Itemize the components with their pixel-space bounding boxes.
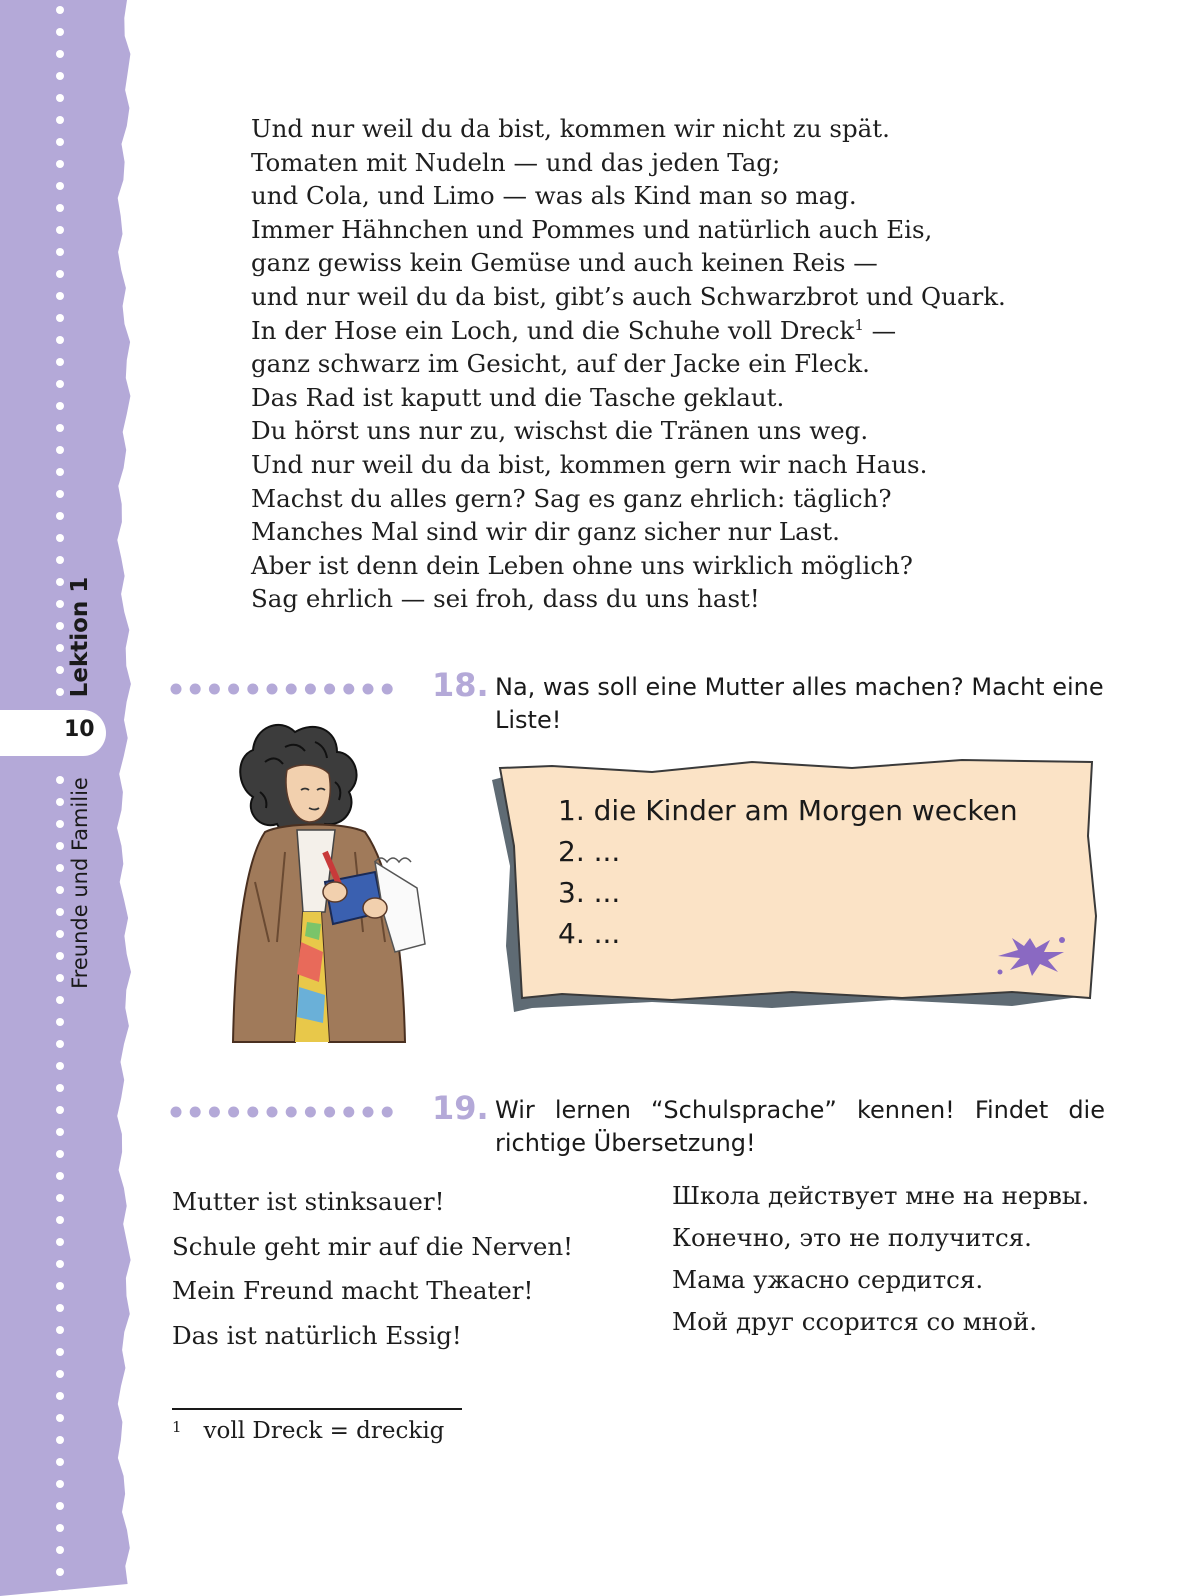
poem-line: Machst du alles gern? Sag es ganz ehrlich: täglich? [251,483,892,513]
task-number: 18. [432,666,489,704]
divider-dot [305,1107,316,1118]
perforation-dot [56,1436,64,1444]
perforation-dot [56,6,64,14]
perforation-dot [56,1480,64,1488]
perforation-dot [56,1458,64,1466]
poem-line: und Cola, und Limo — was als Kind man so mag. [251,181,857,211]
list-item: 4. ... [558,917,621,950]
divider-dot [382,1107,393,1118]
divider-dot [247,684,258,695]
task-number: 19. [432,1089,489,1127]
sidebar [0,0,135,1596]
perforation-dot [56,490,64,498]
poem-line: Immer Hähnchen und Pommes und natürlich auch Eis, [251,214,933,244]
perforation-dot [56,1568,64,1576]
perforation-dot [56,996,64,1004]
perforation-dot [56,1040,64,1048]
perforation-dot [56,1414,64,1422]
perforation-dot [56,1502,64,1510]
german-phrase: Das ist natürlich Essig! [172,1320,462,1350]
poem-line: Manches Mal sind wir dir ganz sicher nur Last. [251,517,840,547]
perforation-dot [56,1062,64,1070]
poem-line: Tomaten mit Nudeln — und das jeden Tag; [251,147,781,177]
divider-dot [324,1107,335,1118]
poem-line: In der Hose ein Loch, und die Schuhe voll Dreck$^1$ — [251,315,897,345]
perforation-dot [56,94,64,102]
perforation-dot [56,226,64,234]
poem-line: ganz schwarz im Gesicht, auf der Jacke ein Fleck. [251,349,870,379]
perforation-dot [56,468,64,476]
list-item: 2. ... [558,835,621,868]
divider-dot [267,1107,278,1118]
russian-phrase: Мой друг ссорится со мной. [672,1307,1037,1336]
divider-dot [190,1107,201,1118]
perforation-dot [56,1370,64,1378]
footnote [172,1418,444,1444]
topic-label: Freunde und Familie [68,776,92,989]
poem-line: Und nur weil du da bist, kommen wir nicht zu spät. [251,114,890,143]
perforation-dot [56,160,64,168]
divider-dot [343,684,354,695]
perforation-dot [56,402,64,410]
perforation-dot [56,1590,64,1596]
perforation-dot [56,424,64,432]
russian-phrase: Мама ужасно сердится. [672,1265,984,1294]
divider-dot [324,684,335,695]
task-instruction: Wir lernen “Schulsprache” kennen! Findet die richtige Übersetzung! [495,1096,1105,1157]
divider-dot [343,1107,354,1118]
perforation-dot [56,314,64,322]
divider-dot [228,684,239,695]
divider-dot [190,684,201,695]
perforation-dot [56,534,64,542]
perforation-dot [56,182,64,190]
divider-dot [363,684,374,695]
perforation-dot [56,358,64,366]
perforation-dot [56,1304,64,1312]
russian-translations [672,1180,1102,1348]
perforation-dot [56,1326,64,1334]
perforation-dot [56,292,64,300]
german-phrase: Schule geht mir auf die Nerven! [172,1231,574,1261]
divider-dot [267,684,278,695]
poem-line: Du hörst uns nur zu, wischst die Tränen uns weg. [251,416,869,446]
perforation-dot [56,556,64,564]
german-phrase: Mein Freund macht Theater! [172,1276,534,1305]
divider-dot [209,684,220,695]
footnote-number: 1 [172,1418,182,1436]
dotted-divider [170,1105,410,1119]
perforation-dot [56,1194,64,1202]
footnote-rule [172,1408,462,1410]
task-list [558,790,1018,954]
poem-line: und nur weil du da bist, gibt’s auch Schwarzbrot und Quark. [251,281,1006,311]
perforation-dot [56,116,64,124]
perforation-dot [56,204,64,212]
poem-line: Aber ist denn dein Leben ohne uns wirklich möglich? [251,550,913,580]
dotted-divider [170,682,410,696]
mother-illustration [225,712,447,1064]
task-instruction: Na, was soll eine Mutter alles machen? Macht eine Liste! [495,673,1104,734]
divider-dot [228,1107,239,1118]
perforation-dot [56,1238,64,1246]
page-number: 10 [64,717,95,742]
german-phrase: Mutter ist stinksauer! [172,1187,445,1216]
perforation-dot [56,50,64,58]
divider-dot [247,1107,258,1118]
list-item: 3. ... [558,876,621,909]
perforation-dot [56,446,64,454]
lesson-label: Lektion 1 [67,576,93,698]
perforation-dot [56,1128,64,1136]
russian-phrase: Школа действует мне на нервы. [672,1181,1090,1210]
perforation-dot [56,1216,64,1224]
poem [251,112,1131,616]
perforation-dot [56,1150,64,1158]
perforation-dot [56,1392,64,1400]
perforation-dot [56,1084,64,1092]
poem-line: Und nur weil du da bist, kommen gern wir nach Haus. [251,449,928,479]
perforation-dot [56,270,64,278]
perforation-dot [56,380,64,388]
poem-line: ganz gewiss kein Gemüse und auch keinen Reis — [251,248,878,278]
poem-line: Das Rad ist kaputt und die Tasche geklaut. [251,382,785,412]
perforation-dot [56,1260,64,1268]
perforation-dot [56,138,64,146]
divider-dot [382,684,393,695]
perforation-dot [56,512,64,520]
divider-dot [171,684,182,695]
footnote-marker: 1 [854,315,864,334]
divider-dot [286,1107,297,1118]
perforation-dot [56,28,64,36]
poem-line: Sag ehrlich — sei froh, dass du uns hast! [251,584,760,614]
footnote-text: voll Dreck = dreckig [203,1418,445,1444]
german-phrases [172,1180,573,1358]
perforation-dot [56,248,64,256]
perforation-dot [56,72,64,80]
divider-dot [305,684,316,695]
divider-dot [363,1107,374,1118]
list-item: 1. die Kinder am Morgen wecken [558,794,1018,827]
perforation-dot [56,1546,64,1554]
ink-splat-icon [992,930,1072,980]
divider-dot [286,684,297,695]
perforation-dot [56,336,64,344]
perforation-dot [56,1524,64,1532]
perforation-dot [56,1018,64,1026]
perforation-dot [56,1348,64,1356]
perforation-dot [56,1172,64,1180]
perforation-dot [56,1282,64,1290]
divider-dot [171,1107,182,1118]
russian-phrase: Конечно, это не получится. [672,1223,1032,1252]
perforation-dot [56,1106,64,1114]
divider-dot [209,1107,220,1118]
